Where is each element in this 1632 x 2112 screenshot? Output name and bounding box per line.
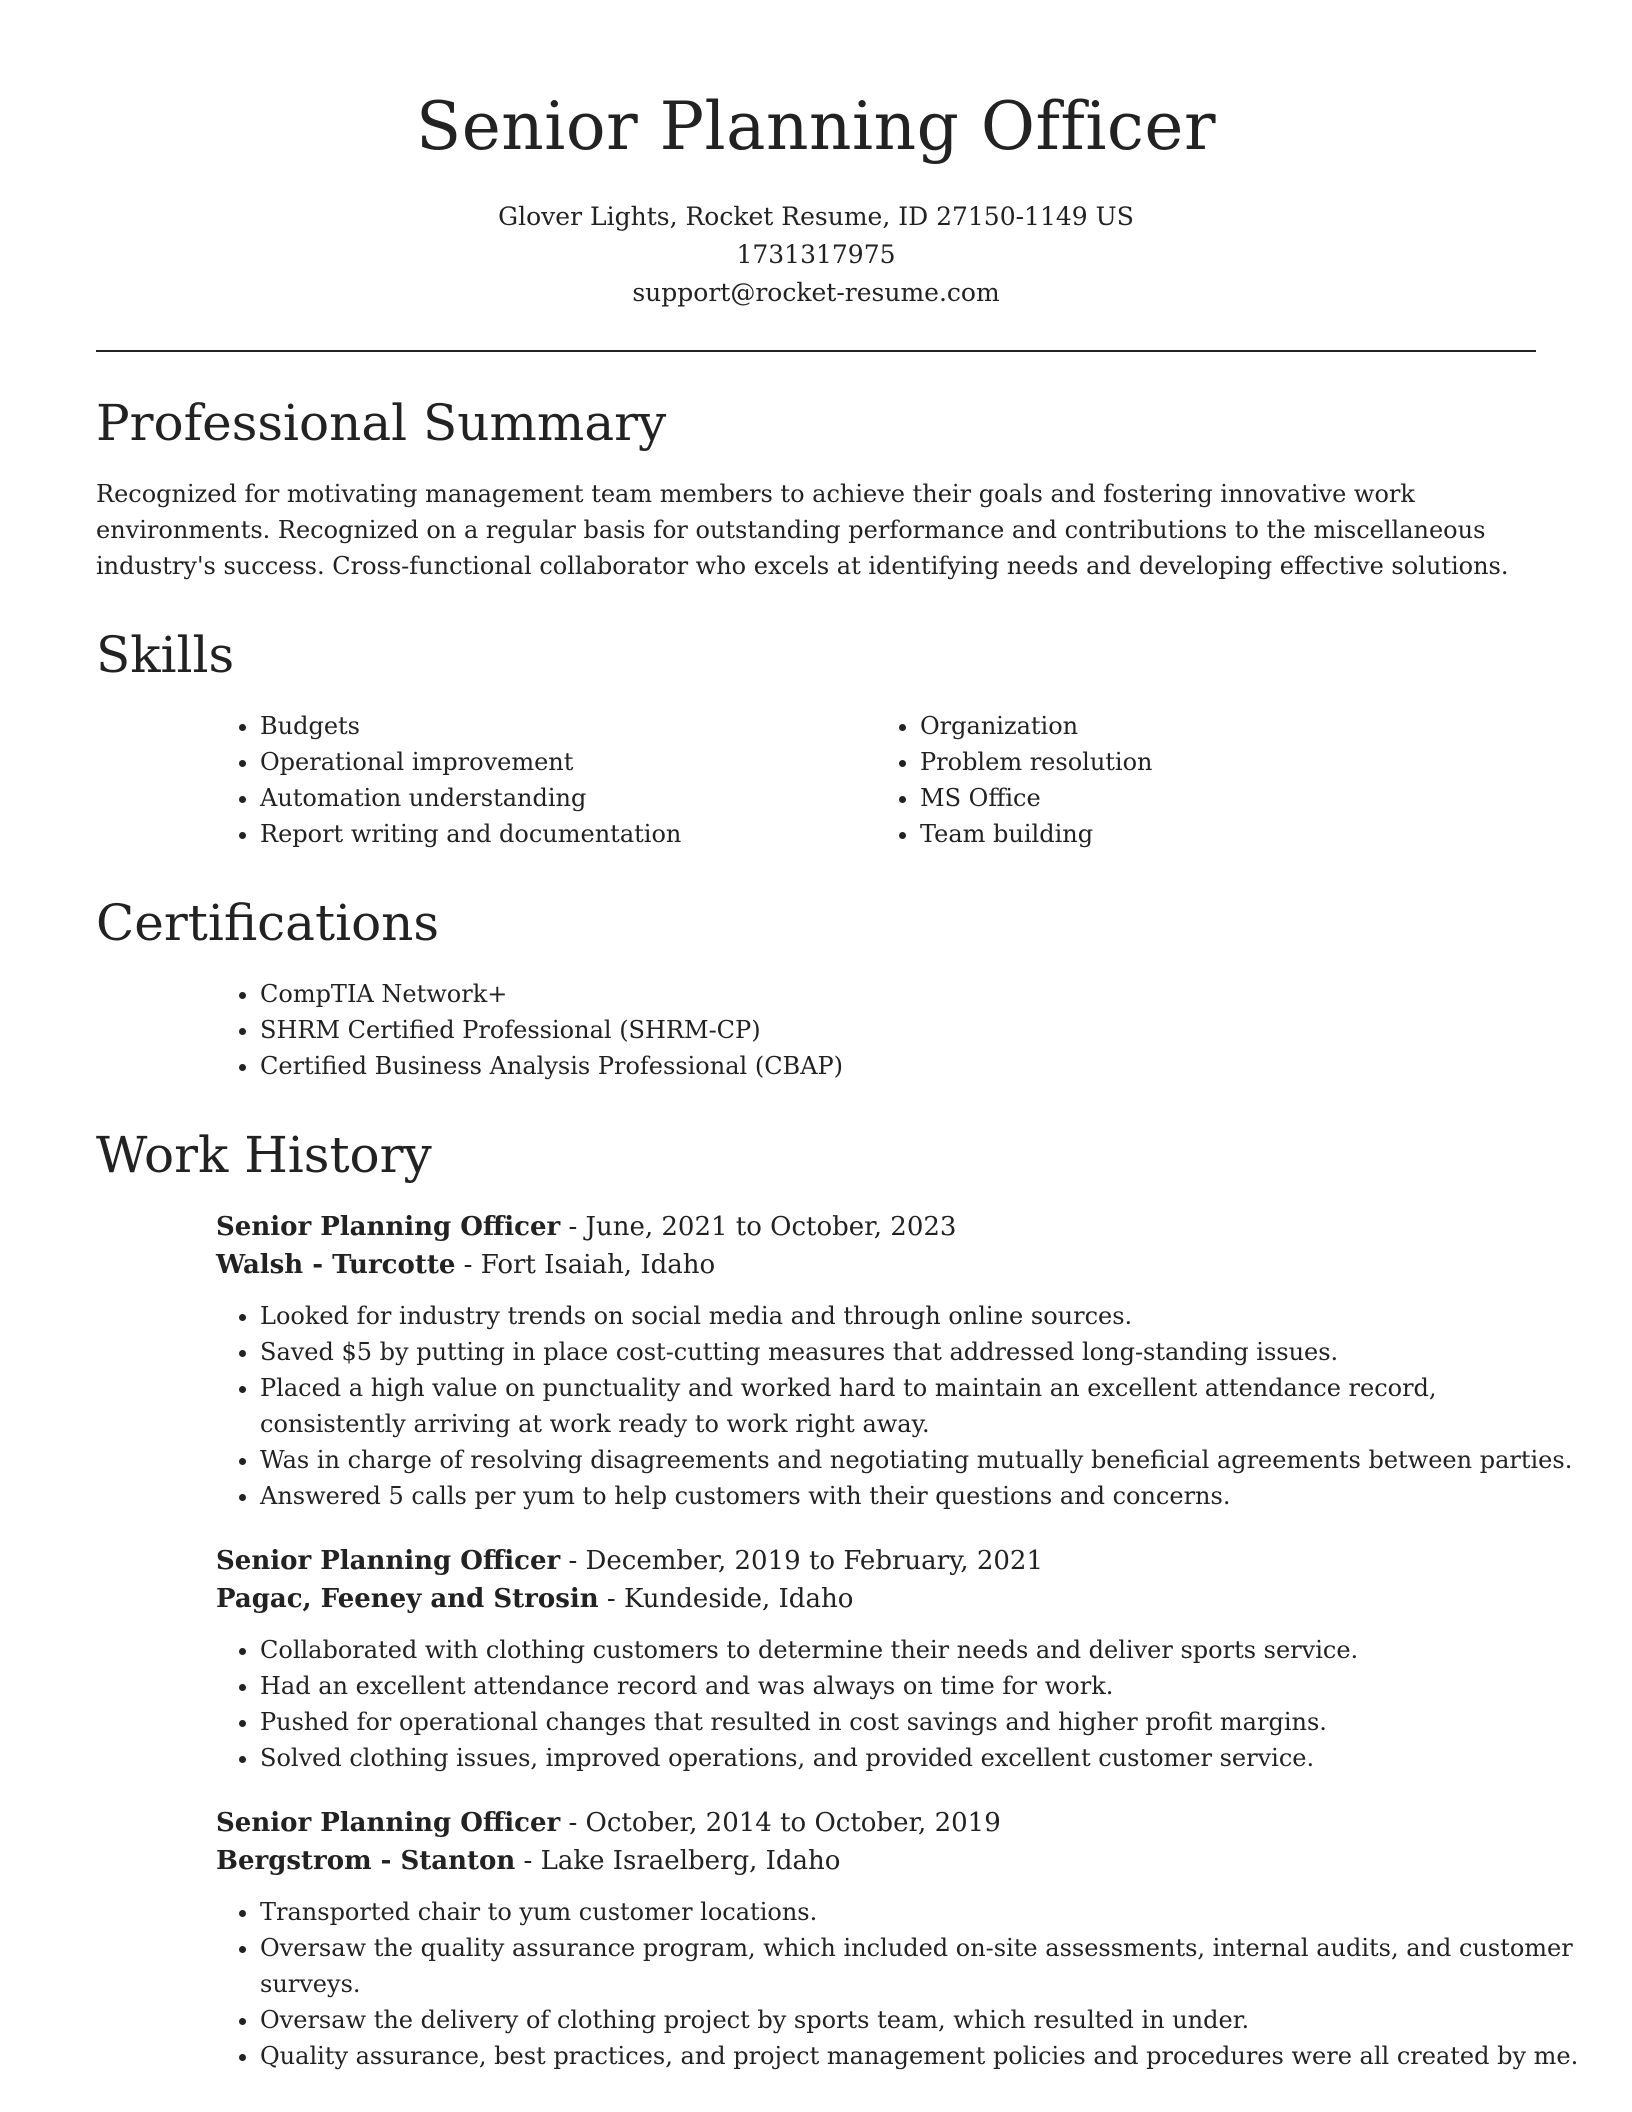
contact-phone: 1731317975 (736, 240, 896, 269)
job-location: - Kundeside, Idaho (598, 1584, 854, 1614)
job-bullet: • Looked for industry trends on social media and through online sources. (260, 1298, 1590, 1334)
work-history-heading: Work History (96, 1126, 432, 1184)
contact-address: Glover Lights, Rocket Resume, ID 27150-1149 US (498, 202, 1134, 231)
job-bullet: • Oversaw the delivery of clothing project by sports team, which resulted in under. (260, 2002, 1590, 2038)
job-dates: - October, 2014 to October, 2019 (560, 1808, 1001, 1838)
summary-heading: Professional Summary (96, 394, 667, 452)
job-dates: - December, 2019 to February, 2021 (560, 1546, 1043, 1576)
job-company: Pagac, Feeney and Strosin (216, 1584, 599, 1614)
header-divider (96, 350, 1536, 352)
job-bullet: • Saved $5 by putting in place cost-cutting measures that addressed long-standing issues. (260, 1334, 1590, 1370)
job-company-line (216, 1842, 1536, 1880)
certification-item: • Certified Business Analysis Professional (CBAP) (260, 1048, 1536, 1084)
skill-item: • Organization (920, 708, 1536, 744)
job-title-line (216, 1542, 1536, 1580)
job-title-line (216, 1208, 1536, 1246)
skills-column-right (876, 708, 1536, 852)
job-bullet: • Had an excellent attendance record and was always on time for work. (260, 1668, 1590, 1704)
contact-email: support@rocket-resume.com (632, 278, 1000, 307)
job-location: - Lake Israelberg, Idaho (515, 1846, 841, 1876)
job-bullet: • Oversaw the quality assurance program, which included on-site assessments, internal audits, and customer surveys. (260, 1930, 1590, 2002)
skills-column-left (216, 708, 876, 852)
skill-item: • Operational improvement (260, 744, 876, 780)
job-bullet: • Transported chair to yum customer locations. (260, 1894, 1590, 1930)
certification-item: • CompTIA Network+ (260, 976, 1536, 1012)
resume-header (96, 0, 1536, 312)
job-entry (216, 1208, 1573, 1514)
skill-item: • Problem resolution (920, 744, 1536, 780)
job-role: Senior Planning Officer (216, 1212, 561, 1242)
job-title-line (216, 1804, 1536, 1842)
job-bullets (96, 1298, 1590, 1514)
work-history-section (96, 1124, 1579, 2074)
page-title: Senior Planning Officer (415, 88, 1217, 165)
job-bullets (96, 1632, 1590, 1776)
certifications-list (216, 976, 1536, 1084)
job-location: - Fort Isaiah, Idaho (455, 1250, 716, 1280)
job-role: Senior Planning Officer (216, 1546, 561, 1576)
job-bullet: • Quality assurance, best practices, and project management policies and procedures were all created by me. (260, 2038, 1590, 2074)
job-bullet: • Answered 5 calls per yum to help customers with their questions and concerns. (260, 1478, 1590, 1514)
skill-item: • Automation understanding (260, 780, 876, 816)
resume-page (96, 0, 1579, 2102)
job-bullet: • Pushed for operational changes that resulted in cost savings and higher profit margins. (260, 1704, 1590, 1740)
summary-section (96, 392, 1536, 584)
job-company: Bergstrom - Stanton (216, 1846, 516, 1876)
skill-item: • Budgets (260, 708, 876, 744)
job-role: Senior Planning Officer (216, 1808, 561, 1838)
job-bullet: • Solved clothing issues, improved operations, and provided excellent customer service. (260, 1740, 1590, 1776)
job-dates: - June, 2021 to October, 2023 (560, 1212, 957, 1242)
skills-heading: Skills (96, 626, 235, 684)
summary-text: Recognized for motivating management team members to achieve their goals and fostering innovative work environments. Recognized on a regular basis for outstanding performance and contributions to the miscellaneous industry's success. Cross-functional collaborator who excels at identifying needs and developing effective solutions. (96, 480, 1509, 580)
skills-section (96, 624, 1536, 852)
job-entry (216, 1804, 1579, 2074)
job-bullet: • Placed a high value on punctuality and worked hard to maintain an excellent attendance record, consistently arriving at work ready to work right away. (260, 1370, 1590, 1442)
job-bullet: • Collaborated with clothing customers to determine their needs and deliver sports service. (260, 1632, 1590, 1668)
job-company-line (216, 1580, 1536, 1618)
skill-item: • MS Office (920, 780, 1536, 816)
job-bullets (96, 1894, 1590, 2074)
job-bullet: • Was in charge of resolving disagreements and negotiating mutually beneficial agreements between parties. (260, 1442, 1590, 1478)
job-company-line (216, 1246, 1536, 1284)
job-entry (216, 1542, 1536, 1776)
certifications-section (96, 892, 1536, 1084)
certification-item: • SHRM Certified Professional (SHRM-CP) (260, 1012, 1536, 1048)
job-company: Walsh - Turcotte (216, 1250, 456, 1280)
skill-item: • Team building (920, 816, 1536, 852)
skills-list (216, 708, 1536, 852)
skill-item: • Report writing and documentation (260, 816, 876, 852)
certifications-heading: Certifications (96, 894, 440, 952)
